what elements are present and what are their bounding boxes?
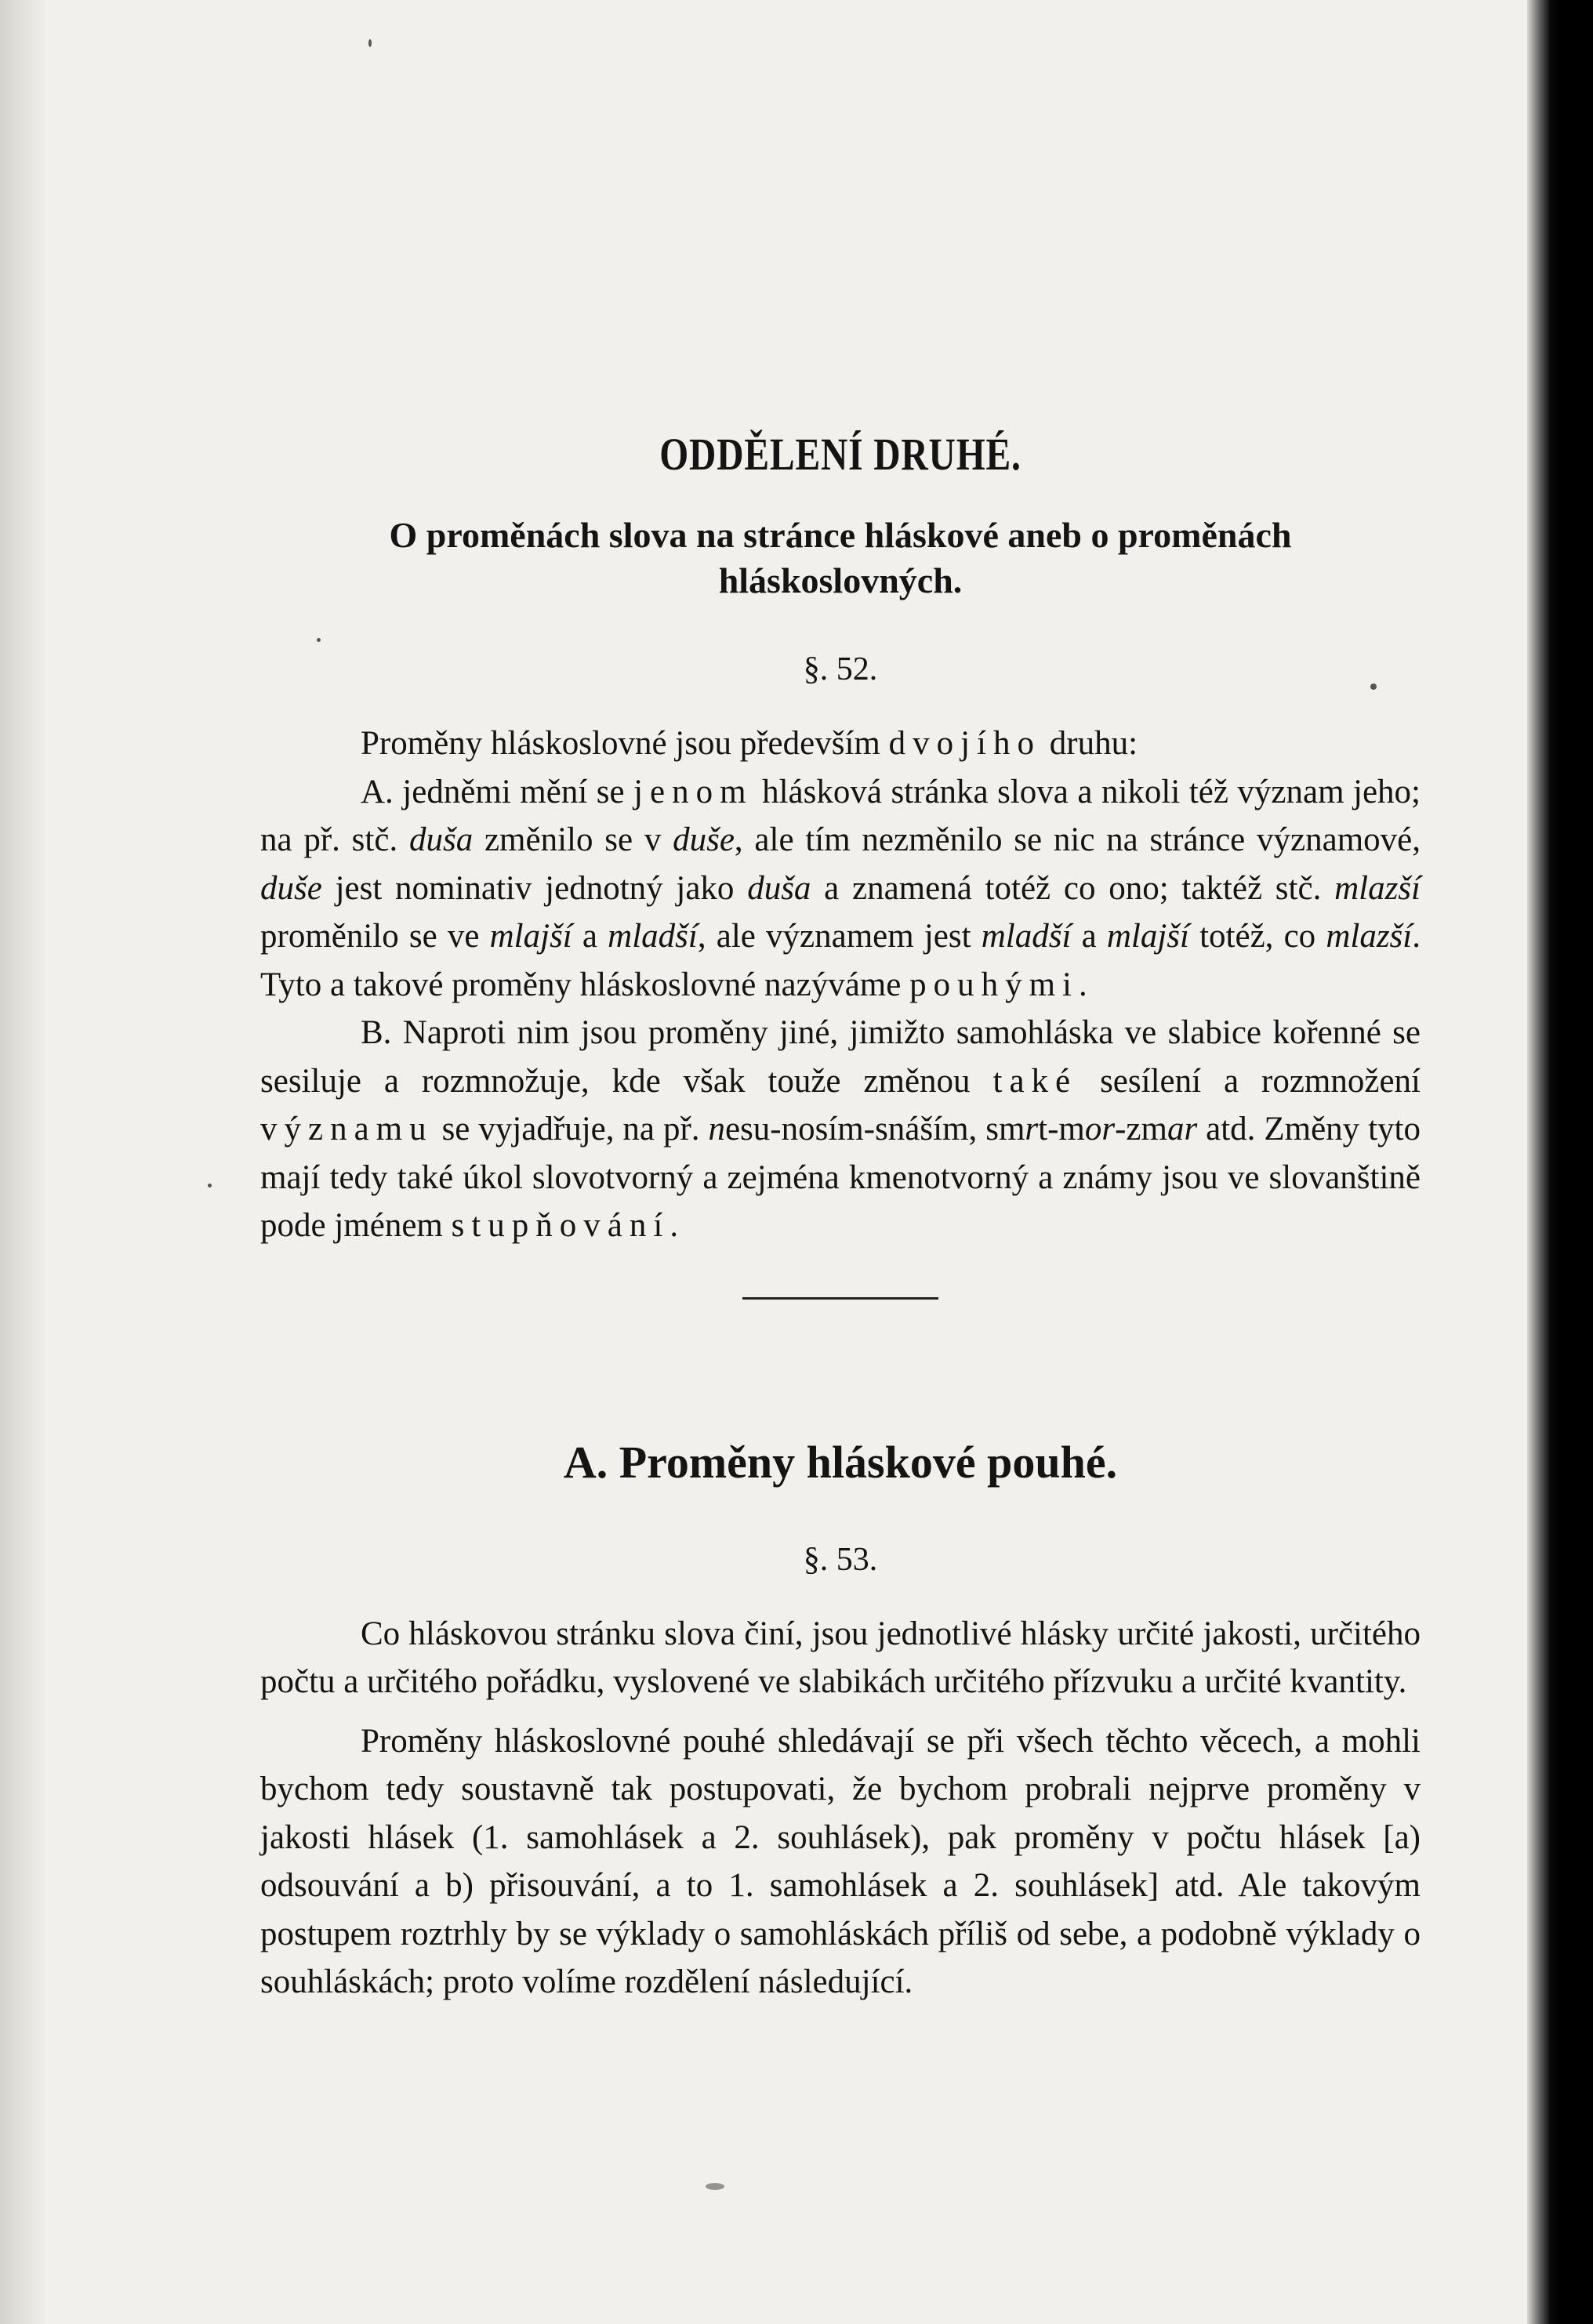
section-52-paragraph-1: Proměny hláskoslovné jsou především dvojího druhu: bbox=[361, 725, 1138, 762]
section-53-paragraph-2: Proměny hláskoslovné pouhé shledávají se při všech těchto věcech, a mohli bychom tedy soustavně tak postupovati, že bychom probrali nejprve proměny v jakosti hlásek (1. samohlásek a 2. souhlásek), pak proměny v počtu hlásek [a) odsouvání a b) přisouvání, a to 1. samohlásek a 2. souhlásek] atd. Ale takovým postupem roztrhly by se výklady o samohláskách příliš od sebe, a podobně výklady o souhláskách; proto volíme rozdělení následující. bbox=[260, 1722, 1421, 2000]
section-52-paragraph-a: A. jedněmi mění se jenom hlásková stránka slova a nikoli též význam jeho; na př. stč. duša změnilo se v duše, ale tím nezměnilo se nic na stránce významové, duše jest nominativ jednotný jako duša a znamená totéž co ono; taktéž stč. mlazší proměnilo se ve mlajší a mladší, ale významem jest mladší a mlajší totéž, co mlazší. Tyto a takové proměny hláskoslovné nazýváme pouhými. bbox=[260, 773, 1421, 1003]
print-speck bbox=[706, 2183, 724, 2190]
print-speck bbox=[368, 39, 372, 47]
part-heading: ODDĚLENÍ DRUHÉ. bbox=[659, 429, 1021, 480]
page-content bbox=[260, 423, 1421, 2007]
page-gutter-shadow bbox=[0, 0, 47, 2324]
section-53-number: §. 53. bbox=[803, 1541, 878, 1578]
part-subtitle-line1: O proměnách slova na stránce hláskové aneb o proměnách bbox=[389, 515, 1292, 555]
part-subtitle-line2: hláskoslovných. bbox=[718, 560, 963, 600]
section-52-number: §. 52. bbox=[803, 651, 878, 687]
section-a-title: A. Proměny hláskové pouhé. bbox=[563, 1436, 1118, 1488]
section-52-paragraph-b: B. Naproti nim jsou proměny jiné, jimižto samohláska ve slabice kořenné se sesiluje a rozmnožuje, kde však touže změnou také sesílení a rozmnožení významu se vyjadřuje, na př. nesu-nosím-snáším, smrt-mor-zmar atd. Změny tyto mají tedy také úkol slovotvorný a zejména kmenotvorný a známy jsou ve slovanštině pode jménem stupňování. bbox=[260, 1014, 1421, 1244]
section-divider-rule bbox=[742, 1297, 938, 1300]
print-speck bbox=[208, 1184, 212, 1187]
section-53-paragraph-1: Co hláskovou stránku slova činí, jsou jednotlivé hlásky určité jakosti, určitého počtu a určitého pořádku, vyslovené ve slabikách určitého přízvuku a určité kvantity. bbox=[260, 1615, 1421, 1700]
part-subtitle bbox=[260, 513, 1421, 604]
page-edge-shadow bbox=[1527, 0, 1560, 2324]
